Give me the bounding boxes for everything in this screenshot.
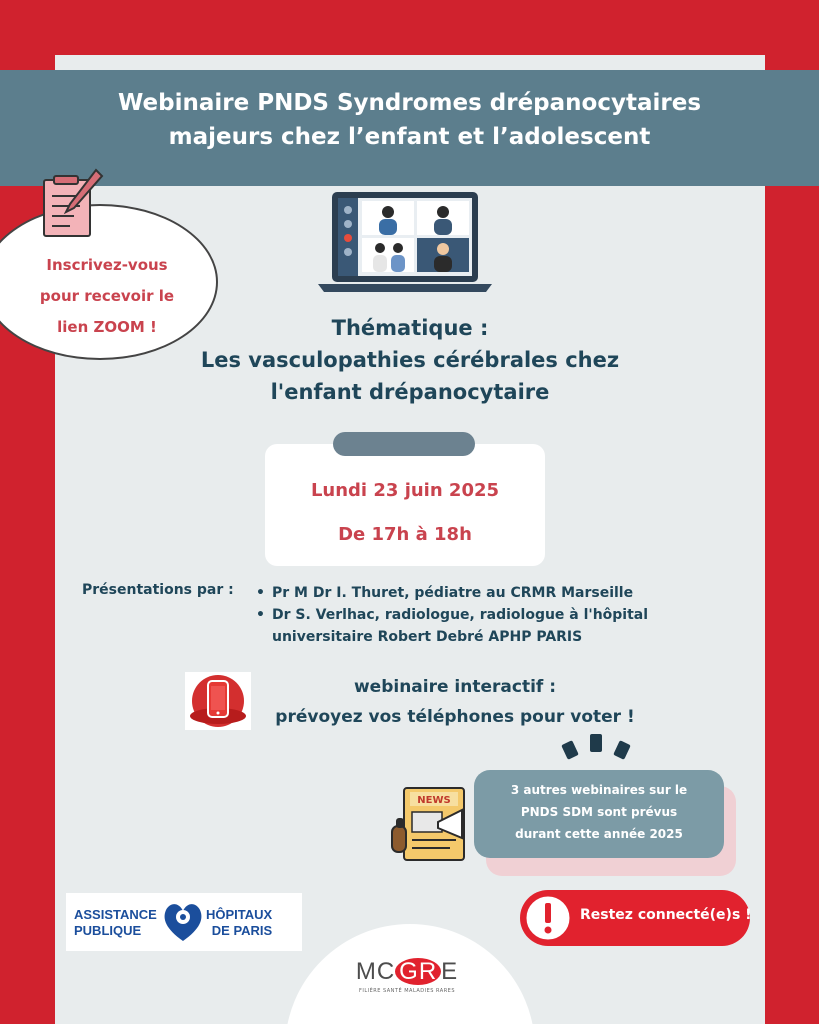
mcgre-prefix: MC [355, 958, 396, 985]
interactive-line2: prévoyez vos téléphones pour voter ! [275, 707, 635, 727]
aphp-left-line2: PUBLIQUE [74, 923, 142, 938]
upcoming-line1: 3 autres webinaires sur le [510, 783, 688, 797]
emphasis-dashes-icon [560, 732, 632, 764]
mcgre-tagline: FILIÈRE SANTÉ MALADIES RARES [358, 988, 456, 994]
stay-connected-label: Restez connecté(e)s ! [580, 907, 752, 923]
speaker-item: • Pr M Dr I. Thuret, pédiatre au CRMR Marseille [256, 582, 726, 604]
upcoming-line2: PNDS SDM sont prévus [520, 805, 678, 819]
theme-line2: Les vasculopathies cérébrales chez [200, 348, 620, 372]
aphp-logo-right [206, 907, 272, 939]
banner-title-line1: Webinaire PNDS Syndromes drépanocytaires [117, 90, 702, 116]
signup-line2: pour recevoir le [39, 287, 175, 305]
interactive-line1: webinaire interactif : [353, 677, 557, 697]
date-card [265, 444, 545, 566]
aphp-left-line1: ASSISTANCE [74, 907, 157, 922]
mcgre-highlight: GR [395, 958, 441, 985]
theme-line3: l'enfant drépanocytaire [270, 380, 550, 404]
aphp-heart-icon [162, 899, 204, 943]
presentations-label: Présentations par : [82, 582, 234, 598]
aphp-right-line1: HÔPITAUX [206, 907, 273, 922]
alert-exclamation-icon [522, 892, 574, 944]
aphp-logo-left [74, 907, 157, 939]
signup-line3: lien ZOOM ! [57, 318, 157, 336]
mcgre-wordmark [352, 958, 462, 986]
news-label: NEWS [417, 795, 451, 806]
upcoming-line3: durant cette année 2025 [515, 827, 683, 841]
speaker-item: • Dr S. Verlhac, radiologue, radiologue à l'hôpital universitaire Robert Debré APHP PARIS [256, 604, 726, 648]
aphp-right-line2: DE PARIS [211, 923, 273, 938]
video-call-laptop-icon [318, 190, 492, 294]
event-hours: De 17h à 18h [338, 524, 472, 545]
theme-label: Thématique : [331, 316, 489, 340]
mcgre-logo [352, 958, 462, 994]
upcoming-webinars-card [474, 770, 724, 858]
notepad-pencil-icon [40, 168, 104, 240]
event-date: Lundi 23 juin 2025 [310, 480, 500, 501]
aphp-logo [66, 893, 302, 951]
smartphone-icon [185, 672, 251, 730]
title-banner [0, 70, 819, 186]
theme-heading [150, 312, 670, 408]
interactive-notice [245, 672, 665, 732]
banner-title-line2: majeurs chez l’enfant et l’adolescent [168, 124, 651, 150]
news-megaphone-icon [390, 782, 476, 864]
signup-line1: Inscrivez-vous [46, 256, 168, 274]
date-card-tab [333, 432, 475, 456]
mcgre-suffix: E [441, 958, 459, 985]
speaker-list [256, 582, 726, 648]
